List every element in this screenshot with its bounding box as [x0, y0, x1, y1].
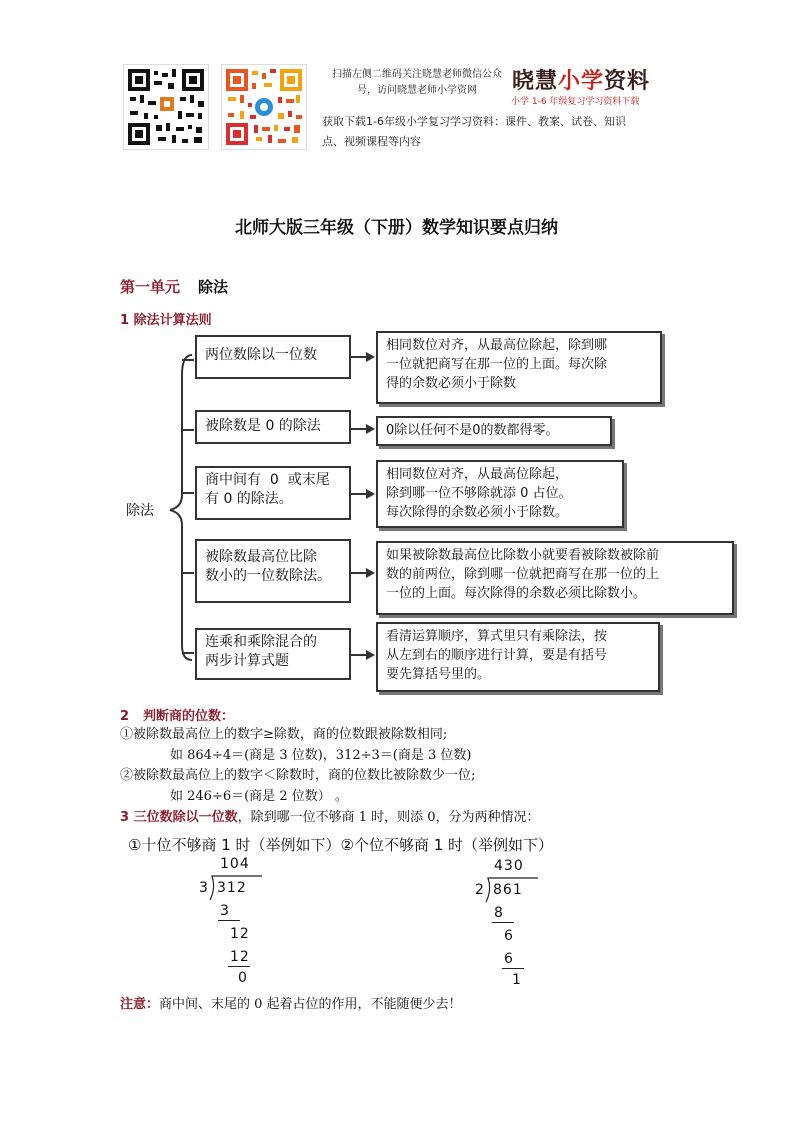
section3-title: 3 三位数除以一位数 — [120, 810, 238, 825]
rule-4-line-1: 如果被除数最高位比除数小就要看被除数被除前 — [386, 548, 660, 563]
qr-code-left — [123, 64, 209, 150]
arrow-line-3 — [351, 493, 367, 495]
diagram-root-label: 除法 — [126, 503, 154, 519]
case-4-line-2: 数小的一位数除法。 — [205, 568, 331, 584]
case-1-line-1: 两位数除以一位数 — [205, 347, 317, 363]
brand-dark2: 资料 — [604, 69, 651, 94]
section2-line1: ①被除数最高位上的数字≥除数，商的位数跟被除数相同; — [120, 727, 448, 742]
ex2-divisor: 2 — [475, 882, 485, 898]
header-desc-line1: 获取下载1-6年级小学复习学习资料：课件、教案、试卷、知识 — [322, 115, 626, 128]
ex2-step2: 6 — [504, 928, 514, 944]
header-desc-line2: 点、视频课程等内容 — [322, 135, 421, 148]
ex2-remainder: 1 — [512, 972, 522, 988]
section3-cases: ①十位不够商 1 时（举例如下）②个位不够商 1 时（举例如下） — [128, 836, 554, 854]
section2-line2: 如 864÷4＝(商是 3 位数)，312÷3＝(商是 3 位数) — [170, 748, 472, 763]
unit-name: 除法 — [198, 278, 229, 296]
rule-1-line-2: 一位就把商写在那一位的上面。每次除 — [386, 357, 608, 372]
ex1-divisor: 3 — [199, 880, 209, 896]
section3-heading — [120, 808, 540, 827]
ex1-step1: 3 — [220, 903, 230, 919]
header-note — [322, 67, 512, 99]
rule-2-line-1: 0除以任何不是0的数都得零。 — [386, 423, 559, 438]
brace-connector — [162, 345, 198, 665]
header-note-line1: 扫描左侧二维码关注晓慧老师微信公众 — [332, 69, 502, 80]
arrow-line-1 — [351, 356, 367, 358]
arrow-head-1 — [366, 352, 375, 362]
ex2-dividend: 861 — [493, 882, 523, 898]
brand-dark: 晓慧 — [512, 69, 559, 94]
rule-box-5 — [376, 622, 660, 692]
arrow-line-2 — [351, 428, 367, 430]
rule-4-line-3: 一位的上面。每次除得的余数必须比除数小。 — [386, 586, 647, 601]
qr-code-color-icon — [222, 65, 306, 149]
section2-line3: ②被除数最高位上的数字＜除数时，商的位数比被除数少一位; — [120, 768, 476, 783]
rule-box-4 — [376, 541, 734, 615]
ex1-quotient: 104 — [220, 856, 250, 872]
arrow-head-3 — [366, 489, 375, 499]
rule-1-line-1: 相同数位对齐，从最高位除起，除到哪 — [386, 338, 608, 353]
ex2-step1: 8 — [494, 905, 504, 921]
case-box-1 — [195, 335, 351, 379]
case-box-2 — [195, 410, 351, 444]
arrow-head-2 — [366, 424, 375, 434]
ex1-dividend: 312 — [217, 880, 247, 896]
rule-4-line-2: 数的前两位，除到哪一位就把商写在那一位的上 — [386, 567, 660, 582]
arrow-head-4 — [366, 568, 375, 578]
ex1-step2: 12 — [230, 926, 250, 942]
case-box-4 — [195, 539, 351, 603]
brand-red: 小学 — [558, 69, 605, 94]
arrow-line-4 — [351, 572, 367, 574]
ex2-step3: 6 — [504, 951, 514, 967]
ex2-quotient: 430 — [494, 858, 524, 874]
header-note-line2: 号，访问晓慧老师小学资网 — [357, 85, 477, 96]
qr-code-icon — [124, 65, 208, 149]
rule-box-2 — [376, 416, 612, 446]
case-5-line-2: 两步计算式题 — [205, 653, 289, 669]
rule-box-1 — [376, 331, 662, 404]
ex2-underline-2 — [502, 968, 524, 969]
rule-box-3 — [376, 460, 624, 528]
unit-heading — [120, 276, 228, 297]
ex2-underline-1 — [492, 922, 514, 923]
ex1-underline-2 — [228, 966, 250, 967]
section2-title: 判断商的位数： — [143, 709, 235, 724]
rule-5-line-1: 看清运算顺序，算式里只有乘除法，按 — [386, 629, 608, 644]
note-label: 注意： — [120, 997, 160, 1012]
note-line — [120, 995, 462, 1014]
section2-line4: 如 246÷6＝(商是 2 位数） 。 — [170, 789, 348, 804]
case-5-line-1: 连乘和乘除混合的 — [205, 634, 317, 650]
section3-rest: ，除到哪一位不够商 1 时，则添 0，分为两种情况： — [237, 810, 540, 825]
rule-3-line-2: 除到哪一位不够除就添 0 占位。 — [386, 486, 572, 501]
note-text: 商中间、末尾的 0 起着占位的作用，不能随便少去！ — [159, 997, 462, 1012]
case-2-line-1: 被除数是 0 的除法 — [205, 418, 321, 434]
case-4-line-1: 被除数最高位比除 — [205, 549, 317, 565]
rule-5-line-3: 要先算括号里的。 — [386, 667, 491, 682]
case-box-5 — [195, 628, 351, 680]
case-3-line-1: 商中间有 0 或末尾 — [205, 472, 330, 488]
unit-label: 第一单元 — [120, 278, 181, 296]
section1-heading: 1 除法计算法则 — [120, 313, 212, 328]
ex1-remainder: 0 — [238, 970, 248, 986]
ex1-step3: 12 — [230, 949, 250, 965]
ex1-underline-1 — [218, 920, 240, 921]
section2-number: 2 — [120, 709, 130, 724]
rule-5-line-2: 从左到右的顺序进行计算，要是有括号 — [386, 648, 608, 663]
brand-subtitle: 小学 1-6 年级复习学习资料下载 — [511, 97, 640, 107]
brand-logo — [512, 64, 650, 95]
case-3-line-2: 有 0 的除法。 — [205, 491, 293, 507]
page-title: 北师大版三年级（下册）数学知识要点归纳 — [235, 218, 558, 238]
qr-code-right — [221, 64, 307, 150]
rule-3-line-3: 每次除得的余数必须小于除数。 — [386, 505, 569, 520]
rule-1-line-3: 得的余数必须小于除数 — [386, 376, 517, 391]
arrow-line-5 — [351, 654, 367, 656]
header-description — [322, 112, 672, 152]
rule-3-line-1: 相同数位对齐，从最高位除起， — [386, 467, 569, 482]
section2-heading — [120, 705, 234, 724]
arrow-head-5 — [366, 650, 375, 660]
case-box-3 — [195, 466, 351, 520]
